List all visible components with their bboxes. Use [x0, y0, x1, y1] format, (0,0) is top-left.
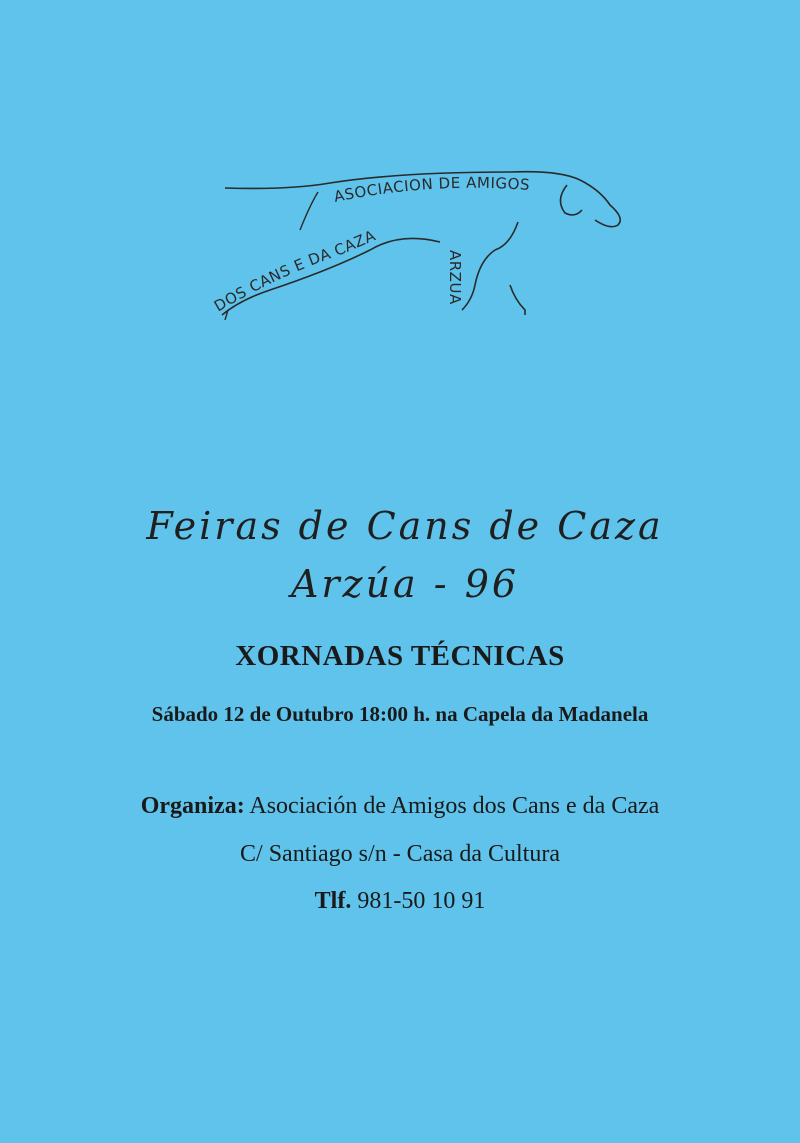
phone-label: Tlf. [314, 888, 352, 914]
logo-side-text: ARZUA [446, 250, 464, 305]
dog-logo [200, 150, 640, 330]
organizer-label: Organiza: [140, 793, 245, 819]
event-date-line: Sábado 12 de Outubro 18:00 h. na Capela da Madanela [151, 702, 649, 726]
section-heading: XORNADAS TÉCNICAS [235, 640, 565, 672]
phone-value: 981-50 10 91 [357, 888, 486, 914]
organizer-value: Asociación de Amigos dos Cans e da Caza [249, 793, 660, 819]
phone-line [0, 888, 800, 915]
organizer-line [0, 793, 800, 820]
address-line: C/ Santiago s/n - Casa da Cultura [240, 841, 560, 867]
event-title-line1: Feiras de Cans de Caza [146, 504, 664, 548]
logo-top-text: ASOCIACION DE AMIGOS [332, 173, 531, 206]
event-title-line2: Arzúa - 96 [290, 562, 520, 606]
logo-middle-text: DOS CANS E DA CAZA [210, 226, 379, 316]
dog-outline-icon [200, 150, 640, 330]
